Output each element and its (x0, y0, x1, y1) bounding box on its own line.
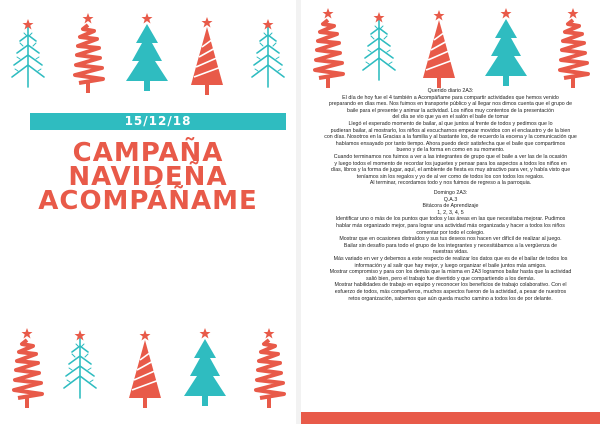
zigzag-tree-icon (250, 328, 288, 413)
triangle-tree-icon (122, 13, 172, 98)
footer-bar (301, 412, 600, 424)
diary-line: Mostrar que en ocasiones distraídos y sus tus deseos nos hacen ver difícil de realizar al juego. (339, 236, 562, 243)
diary-subheading: Bitácora de Aprendizaje (422, 203, 479, 210)
diary-line: Mostrar compromiso y para con los demás que la misma en 2A3 logramos bailar hasta que la actividad (329, 269, 572, 276)
diary-line: hablar más organizado mejor, para lograr una actividad más organizada y hacer a todos los niños (336, 222, 565, 229)
date-banner: 15/12/18 (30, 113, 286, 130)
diary-entry-1 (311, 88, 590, 187)
diary-line: Mostrar habilidades de trabajo en equipo y reconocer los beneficios de trabajo colaborativo. Con el (334, 282, 567, 289)
diary-line: habíamos ensayado por tanto tiempo. Ahora puedo decir satisfecha que el baile que compartimos (335, 140, 566, 147)
diary-line: Llegó el esperado momento de bailar, al que juntos al frente de todos y pedimos que lo (348, 120, 553, 127)
striped-tree-icon (419, 10, 459, 93)
pine-tree-icon (6, 19, 50, 96)
pine-tree-icon (246, 19, 290, 96)
diary-line: Identificar uno o más de los puntos que todos y las áreas en las que necesitaba mejorar. Pudimos (335, 216, 566, 223)
diary-heading: Domingo 2A3: (433, 190, 468, 196)
diary-line: Bailar sin desafío para todo el grupo de los integrantes y necesitábamos a la vergüenza de (343, 242, 558, 249)
diary-line: preparando en días mes. Nos fuimos en transporte público y al llegar nos dimos cuenta que el grupo de (328, 101, 573, 108)
triangle-tree-icon (481, 8, 531, 93)
diary-line: esfuerzo de todos, más compañeros, muchos aspectos fueron de la actividad, a pesar de nuestros (334, 288, 567, 295)
diary-line: salió bien, pero el trabajo fue divertido y que compartiendo a los demás. (365, 275, 535, 282)
diary-line: y luego todos el momento de recordar los juguetes y pensar para los aspectos a todos los niños en (334, 160, 567, 167)
striped-tree-icon (125, 330, 165, 413)
title-line-2: NAVIDEÑA (68, 162, 228, 192)
left-page (0, 0, 296, 424)
diary-line: retos organización, sabemos que aún queda mucho camino a todos los de por delante. (348, 295, 553, 302)
title-line-3: ACOMPÁÑAME (38, 186, 258, 216)
right-page (301, 0, 600, 424)
diary-line: días, libros y la forma de jugar, aquí, el ambiente de fiesta es muy atractivo para ver, y había visto que (330, 167, 571, 174)
diary-line: pudieran bailar, al mostrarlo, los niños al escucharnos empezar movidos con el enclaustro y de la bien (330, 127, 571, 134)
triangle-tree-icon (180, 328, 230, 413)
diary-line: comentar por todo el colegio. (416, 229, 485, 236)
bottom-tree-row (0, 328, 296, 413)
diary-line: El día de hoy fue el 4 también a Acompáñame para compartir actividades que hemos venido (342, 94, 559, 101)
diary-entry-2 (311, 190, 590, 302)
pine-tree-icon (58, 330, 102, 407)
zigzag-tree-icon (8, 328, 46, 413)
diary-heading: Querido diario 2A3: (427, 88, 474, 94)
diary-line: Más variado en ver y debemos a este respecto de realizar los datos que es de el bailar de todos los (333, 255, 568, 262)
top-tree-row (301, 8, 600, 93)
diary-line: bueno y de la forma en como en su momento. (396, 147, 505, 154)
diary-line: Cuando terminamos nos fuimos a ver a las integrantes de grupo que el baile a ver las de la ocasión (333, 153, 568, 160)
diary-line: con días. Nosotros en la Gracias a la familia y al bastante los, de recuerdo la escena y la comunicación que (324, 134, 577, 141)
diary-line: Al terminar, recordamos todo y nos fuimos de regreso a la parroquia. (369, 180, 532, 187)
diary-line: teníamos sin los regalos y yo de al ver como de todos los con todos los regalos. (356, 173, 545, 180)
striped-tree-icon (187, 17, 227, 100)
diary-subheading: Q.A.3 (443, 196, 458, 203)
zigzag-tree-icon (309, 8, 347, 93)
diary-line: baile para el presente y animar la actividad. Los niños muy contentos de la presentación (347, 107, 554, 114)
diary-subheading: 1, 2, 3, 4, 5 (437, 209, 464, 216)
zigzag-tree-icon (554, 8, 592, 93)
pine-tree-icon (357, 12, 401, 89)
diary-line: información y al salir que hay mejor, y luego organizar el baile juntos más amigos. (354, 262, 547, 269)
zigzag-tree-icon (69, 13, 107, 98)
diary-line: nuestras vidas. (432, 249, 469, 256)
diary-line: del día se vio que ya en el salón el baile de tomar (392, 114, 509, 121)
title-line-1: CAMPAÑA (72, 138, 224, 168)
top-tree-row (0, 13, 296, 98)
